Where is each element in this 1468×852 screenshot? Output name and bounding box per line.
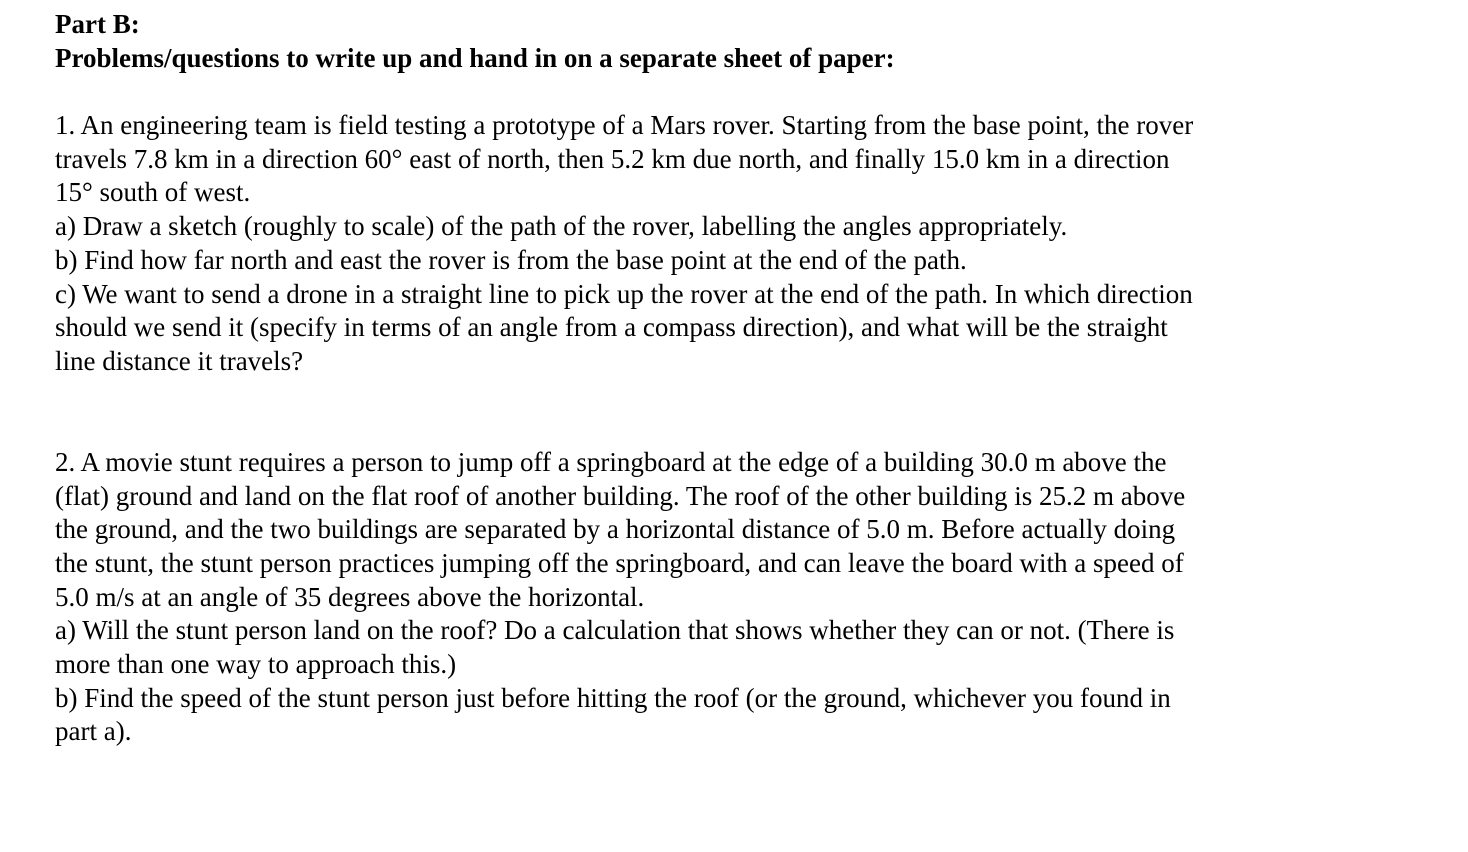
problem-1-line: 1. An engineering team is field testing a prototype of a Mars rover. Starting from the base point, the rover — [55, 110, 1194, 141]
problem-2 — [55, 446, 1435, 749]
problem-1-line: should we send it (specify in terms of an angle from a compass direction), and what will be the straight — [55, 312, 1168, 343]
problem-2-part-a: a) Will the stunt person land on the roof? Do a calculation that shows whether they can or not. (There is — [55, 615, 1175, 646]
problem-1 — [55, 109, 1435, 379]
problem-2-line: the stunt, the stunt person practices jumping off the springboard, and can leave the board with a speed of — [55, 548, 1184, 579]
problem-2-part-b: b) Find the speed of the stunt person just before hitting the roof (or the ground, whichever you found in — [55, 682, 1171, 713]
problem-2-line: the ground, and the two buildings are separated by a horizontal distance of 5.0 m. Before actually doing — [55, 514, 1176, 545]
problem-2-line: 5.0 m/s at an angle of 35 degrees above the horizontal. — [55, 581, 645, 612]
problem-1-part-a: a) Draw a sketch (roughly to scale) of the path of the rover, labelling the angles appropriately. — [55, 211, 1068, 242]
problem-2-line: part a). — [55, 716, 132, 747]
problem-2-line: 2. A movie stunt requires a person to jump off a springboard at the edge of a building 30.0 m above the — [55, 446, 1167, 477]
problem-2-line: (flat) ground and land on the flat roof of another building. The roof of the other building is 25.2 m above — [55, 480, 1186, 511]
problem-1-line: 15° south of west. — [55, 177, 251, 208]
spacer — [55, 379, 1435, 446]
document-body — [55, 8, 1435, 749]
problem-2-line: more than one way to approach this.) — [55, 649, 457, 680]
problem-1-part-b: b) Find how far north and east the rover is from the base point at the end of the path. — [55, 244, 967, 275]
instructions-heading: Problems/questions to write up and hand in on a separate sheet of paper: — [55, 42, 895, 73]
part-label: Part B: — [55, 9, 140, 39]
problem-1-line: travels 7.8 km in a direction 60° east of north, then 5.2 km due north, and finally 15.0 km in a direction — [55, 143, 1170, 174]
spacer — [55, 75, 1435, 109]
problem-1-line: line distance it travels? — [55, 345, 304, 376]
problem-1-part-c: c) We want to send a drone in a straight line to pick up the rover at the end of the path. In which direction — [55, 278, 1193, 309]
